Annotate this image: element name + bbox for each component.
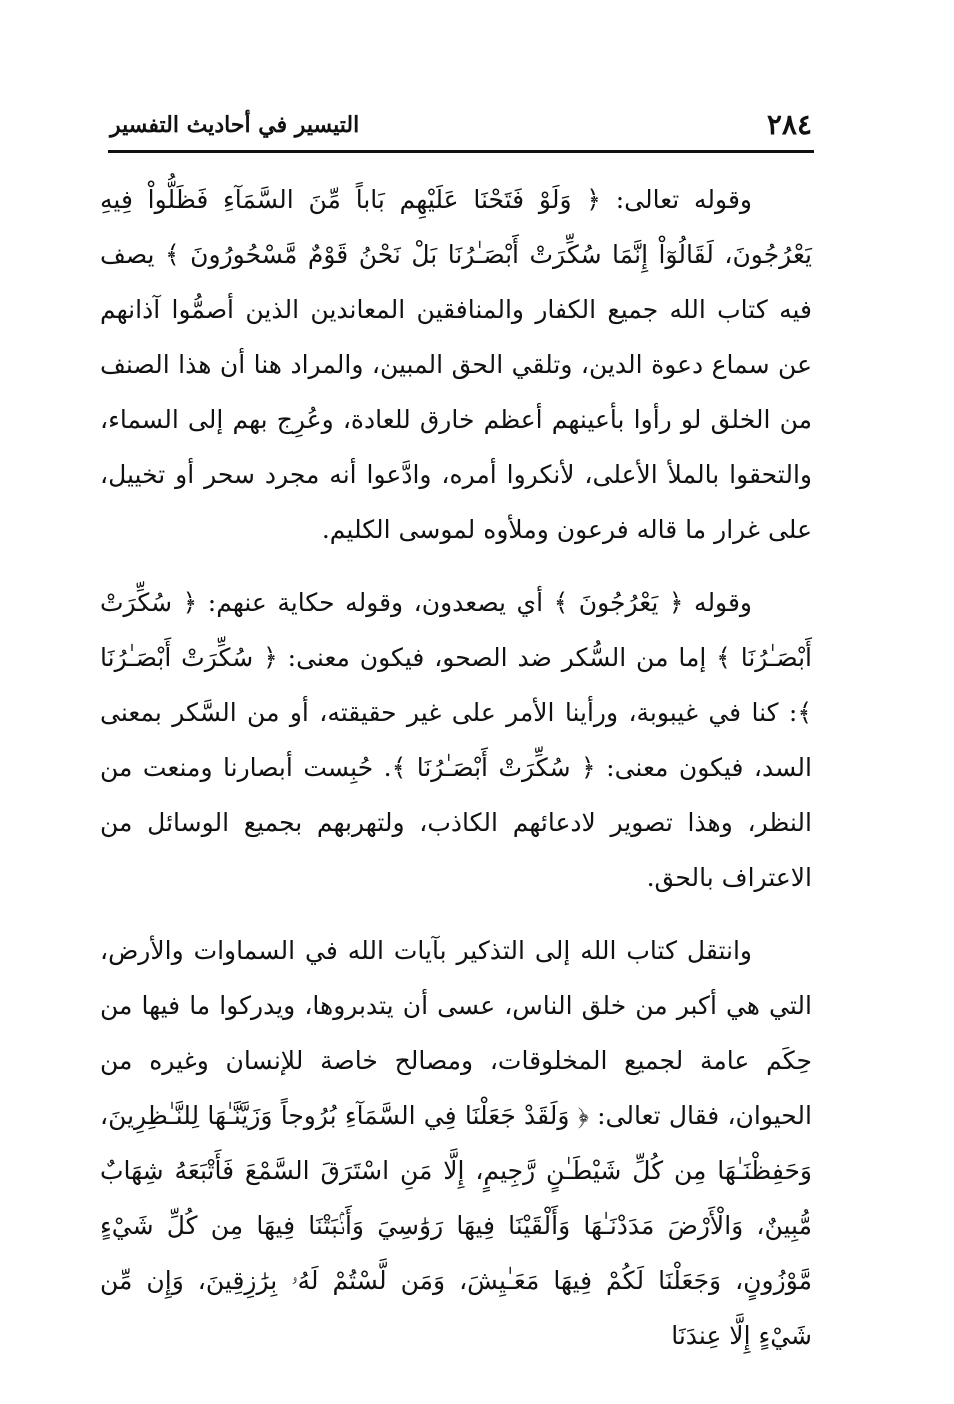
- page-number: ٢٨٤: [766, 108, 812, 141]
- header-rule: [108, 150, 814, 153]
- paragraph-3: وانتقل كتاب الله إلى التذكير بآيات الله في السماوات والأرض، التي هي أكبر من خلق الناس، عسى أن يتدبروها، ويدركوا ما فيها من حِكَم عامة لجميع المخلوقات، ومصالح خاصة للإنسان وغيره من الحيوان، فقال تعالى: ﴿ وَلَقَدْ جَعَلْنَا فِي السَّمَآءِ بُرُوجاً وَزَيَّنَّـٰهَا لِلنَّـٰظِرِينَ، وَحَفِظْنَـٰهَا مِن كُلِّ شَيْطَـٰنٍ رَّجِيمٍ، إِلَّا مَنِ اسْتَرَقَ السَّمْعَ فَأَتْبَعَهُ شِهَابٌ مُّبِينٌ، وَالْأَرْضَ مَدَدْنَـٰهَا وَأَلْقَيْنَا فِيهَا رَوَٰسِيَ وَأَنۢبَتْنَا فِيهَا مِن كُلِّ شَيْءٍ مَّوْزُونٍ، وَجَعَلْنَا لَكُمْ فِيهَا مَعَـٰيِشَ، وَمَن لَّسْتُمْ لَهُۥ بِرَٰزِقِينَ، وَإِن مِّن شَيْءٍ إِلَّا عِندَنَا: [100, 936, 812, 1350]
- body-text: [100, 172, 812, 1381]
- running-title: التيسير في أحاديث التفسير: [110, 112, 360, 138]
- paragraph-2: وقوله ﴿ يَعْرُجُونَ ﴾ أي يصعدون، وقوله حكاية عنهم: ﴿ سُكِّرَتْ أَبْصَـٰرُنَا ﴾ إما من السُّكر ضد الصحو، فيكون معنى: ﴿ سُكِّرَتْ أَبْصَـٰرُنَا ﴾: كنا في غيبوبة، ورأينا الأمر على غير حقيقته، أو من السَّكر بمعنى السد، فيكون معنى: ﴿ سُكِّرَتْ أَبْصَـٰرُنَا ﴾. حُبِست أبصارنا ومنعت من النظر، وهذا تصوير لادعائهم الكاذب، ولتهربهم بجميع الوسائل من الاعتراف بالحق.: [100, 588, 812, 892]
- page-header: [110, 108, 812, 150]
- paragraph-1: وقوله تعالى: ﴿ وَلَوْ فَتَحْنَا عَلَيْهِم بَاباً مِّنَ السَّمَآءِ فَظَلُّواْ فِيهِ يَعْرُجُونَ، لَقَالُوٓاْ إِنَّمَا سُكِّرَتْ أَبْصَـٰرُنَا بَلْ نَحْنُ قَوْمٌ مَّسْحُورُونَ ﴾ يصف فيه كتاب الله جميع الكفار والمنافقين المعاندين الذين أصمُّوا آذانهم عن سماع دعوة الدين، وتلقي الحق المبين، والمراد هنا أن هذا الصنف من الخلق لو رأوا بأعينهم أعظم خارق للعادة، وعُرِج بهم إلى السماء، والتحقوا بالملأ الأعلى، لأنكروا أمره، وادَّعوا أنه مجرد سحر أو تخييل، على غرار ما قاله فرعون وملأوه لموسى الكليم.: [100, 185, 812, 544]
